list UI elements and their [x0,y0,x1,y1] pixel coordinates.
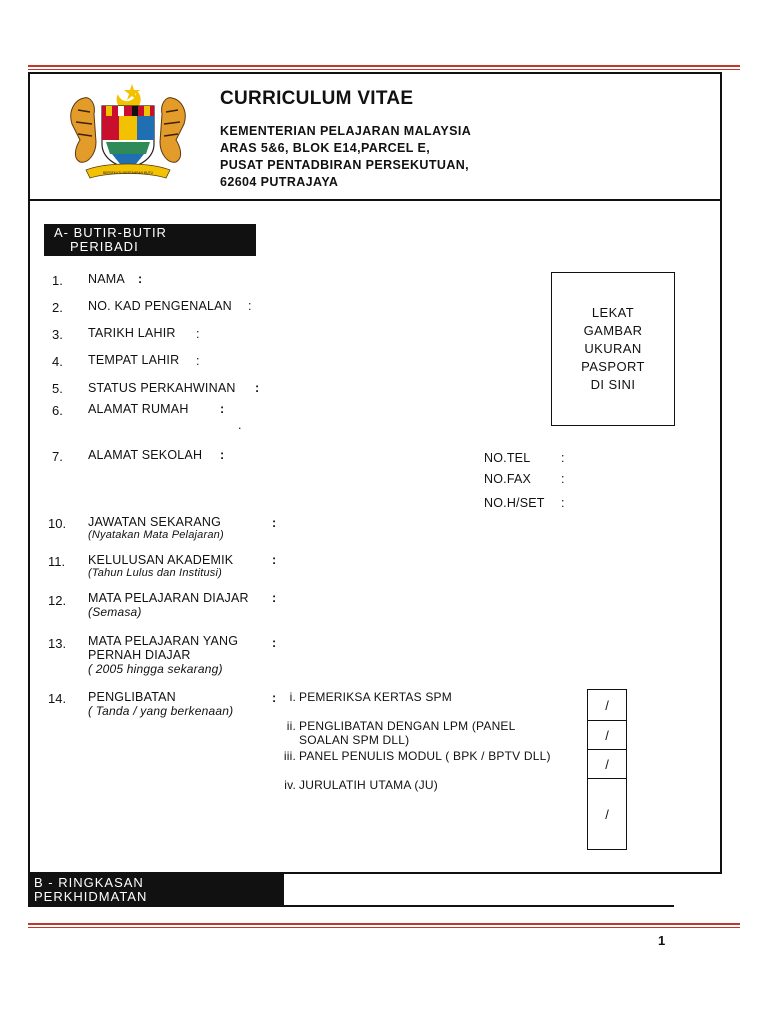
field-13-number: 13. [48,636,67,651]
field-1-label: NAMA [88,272,125,286]
field-7-number: 7. [52,449,63,464]
field-12-label [88,591,249,619]
field-3-label: TARIKH LAHIR [88,326,176,340]
field-3-number: 3. [52,327,63,342]
option-ii-text-line1: PENGLIBATAN DENGAN LPM (PANEL [299,719,516,733]
section-a-title-line2: PERIBADI [70,239,139,254]
field-5-number: 5. [52,381,63,396]
contact-hset-label: NO.H/SET [484,496,545,510]
field-14-label [88,690,233,718]
page-number: 1 [658,933,666,948]
section-b-header [28,873,284,907]
field-6-label: ALAMAT RUMAH [88,402,189,416]
field-14-number: 14. [48,691,67,706]
photo-box-line-2: GAMBAR [583,323,643,338]
field-10-colon: : [272,516,277,530]
field-13-title-line2: PERNAH DIAJAR [88,648,191,662]
photo-box-line-5: DI SINI [590,377,636,392]
contact-fax-label: NO.FAX [484,472,532,486]
address-line-4: 62604 PUTRAJAYA [220,175,339,189]
involvement-option-iv [280,778,438,792]
field-10-title: JAWATAN SEKARANG [88,515,222,529]
field-11-label [88,553,233,579]
contact-tel-colon: : [561,451,565,465]
malaysia-crest-logo [66,82,190,182]
field-14-colon: : [272,691,277,705]
field-1-number: 1. [52,273,63,288]
photo-box-line-4: PASPORT [581,359,645,374]
contact-tel-label: NO.TEL [484,451,531,465]
field-12-number: 12. [48,593,67,608]
section-a-title-line1: A- BUTIR-BUTIR [54,225,167,240]
field-13-title-line1: MATA PELAJARAN YANG [88,634,239,648]
field-5-label: STATUS PERKAHWINAN [88,381,236,395]
field-2-colon: : [248,299,252,313]
field-12-title: MATA PELAJARAN DIAJAR [88,591,249,605]
option-i-text: PEMERIKSA KERTAS SPM [299,690,452,704]
field-4-colon: : [196,354,200,368]
address-line-3: PUSAT PENTADBIRAN PERSEKUTUAN, [220,158,470,172]
field-14-sub: ( Tanda / yang berkenaan) [88,704,234,718]
field-6-colon: : [220,402,225,416]
field-11-colon: : [272,553,277,567]
contact-hset-colon: : [561,496,565,510]
field-6-dot: . [238,418,242,432]
option-iv-text: JURULATIH UTAMA (JU) [299,778,438,792]
option-iii-text: PANEL PENULIS MODUL ( BPK / BPTV DLL) [299,749,551,763]
field-13-label [88,634,238,676]
address-block [220,123,471,191]
option-i-roman: i. [289,690,296,704]
field-7-colon: : [220,448,225,462]
bottom-red-rule-2 [28,927,740,928]
field-4-number: 4. [52,354,63,369]
photo-box-line-3: UKURAN [584,341,642,356]
contact-fax-colon: : [561,472,565,486]
section-b-underline [284,905,674,907]
section-a-header [44,224,256,256]
field-1-colon: : [138,272,143,286]
document-title: CURRICULUM VITAE [220,88,414,109]
field-10-sub: (Nyatakan Mata Pelajaran) [88,529,224,541]
field-11-sub: (Tahun Lulus dan Institusi) [88,567,223,579]
field-10-number: 10. [48,516,67,531]
field-13-sub: ( 2005 hingga sekarang) [88,662,223,676]
tick-box-iv[interactable]: / [587,778,627,850]
tick-box-ii[interactable]: / [587,720,627,750]
option-ii-roman: ii. [286,719,296,733]
address-line-2: ARAS 5&6, BLOK E14,PARCEL E, [220,141,431,155]
involvement-option-ii [280,719,516,747]
tick-box-i[interactable]: / [587,689,627,721]
field-2-number: 2. [52,300,63,315]
tick-box-iii[interactable]: / [587,749,627,779]
field-5-colon: : [255,381,260,395]
top-red-rule [28,65,740,67]
photo-box-line-1: LEKAT [591,305,635,320]
field-10-label [88,515,224,541]
option-iv-roman: iv. [284,778,296,792]
field-13-colon: : [272,636,277,650]
field-3-colon: : [196,327,200,341]
field-14-title: PENGLIBATAN [88,690,176,704]
address-line-1: KEMENTERIAN PELAJARAN MALAYSIA [220,124,472,138]
field-4-label: TEMPAT LAHIR [88,353,180,367]
field-7-label: ALAMAT SEKOLAH [88,448,203,462]
involvement-option-i [280,690,452,704]
top-red-rule-2 [28,69,740,70]
section-b-title-line2: PERKHIDMATAN [34,889,148,904]
field-11-title: KELULUSAN AKADEMIK [88,553,234,567]
field-6-number: 6. [52,403,63,418]
field-11-number: 11. [48,554,66,569]
bottom-red-rule [28,923,740,925]
crest-motto: BERSEKUTU BERTAMBAH MUTU [102,171,154,175]
field-12-colon: : [272,591,277,605]
section-b-title-line1: B - RINGKASAN [34,875,144,890]
field-12-sub: (Semasa) [88,605,142,619]
option-ii-text-line2: SOALAN SPM DLL) [299,733,410,747]
option-iii-roman: iii. [283,749,296,763]
passport-photo-box[interactable] [551,272,675,426]
header-divider [28,199,722,201]
involvement-option-iii [280,749,551,763]
field-2-label: NO. KAD PENGENALAN [88,299,232,313]
